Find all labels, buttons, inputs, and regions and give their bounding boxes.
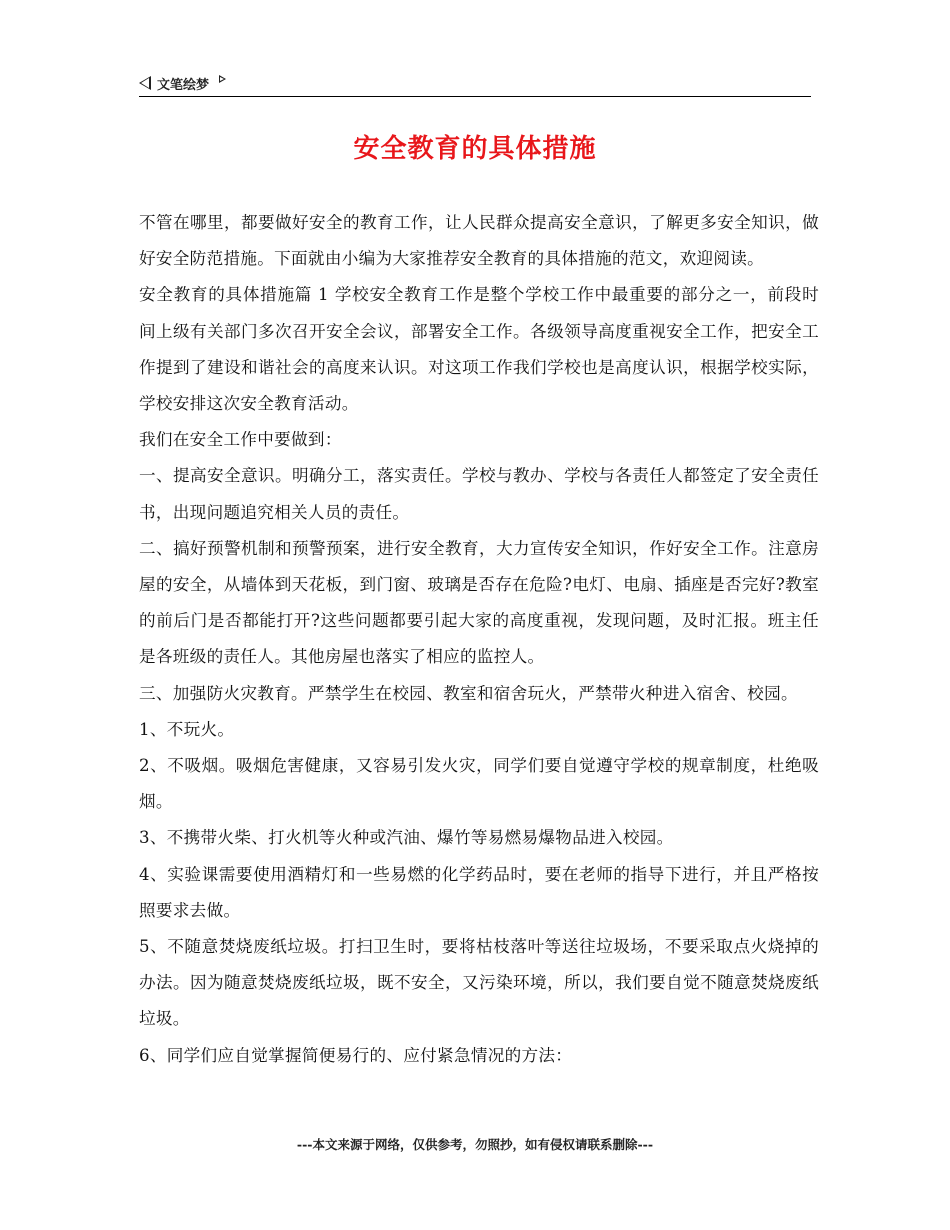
list-item: 4、实验课需要使用酒精灯和一些易燃的化学药品时，要在老师的指导下进行，并且严格按照要求去做。 [139, 864, 819, 920]
triangle-left-icon [139, 76, 151, 90]
list-item: 5、不随意焚烧废纸垃圾。打扫卫生时，要将枯枝落叶等送往垃圾场，不要采取点火烧掉的办法。因为随意焚烧废纸垃圾，既不安全，又污染环境，所以，我们要自觉不随意焚烧废纸垃圾。 [139, 937, 819, 1029]
paragraph: 三、加强防火灾教育。严禁学生在校园、教室和宿舍玩火，严禁带火种进入宿舍、校园。 [139, 683, 798, 703]
document-title: 安全教育的具体措施 [353, 134, 597, 164]
paragraph: 二、搞好预警机制和预警预案，进行安全教育，大力宣传安全知识，作好安全工作。注意房屋的安全，从墙体到天花板，到门窗、玻璃是否存在危险?电灯、电扇、插座是否完好?教室的前后门是否都能打开?这些问题都要引起大家的高度重视，发现问题，及时汇报。班主任是各班级的责任人。其他房屋也落实了相应的监控人。 [139, 538, 819, 667]
page-footer: ---本文来源于网络，仅供参考，勿照抄，如有侵权请联系删除--- [296, 1137, 654, 1152]
list-item: 6、同学们应自觉掌握简便易行的、应付紧急情况的方法： [139, 1045, 573, 1065]
brand-logo [139, 72, 226, 94]
list-item: 1、不玩火。 [139, 719, 235, 739]
brand-name: 文笔绘梦 [157, 77, 210, 93]
paragraph: 一、提高安全意识。明确分工，落实责任。学校与教办、学校与各责任人都签定了安全责任书，出现问题追究相关人员的责任。 [139, 466, 819, 522]
list-item: 2、不吸烟。吸烟危害健康，又容易引发火灾，同学们要自觉遵守学校的规章制度，杜绝吸烟。 [139, 756, 819, 812]
paragraph: 安全教育的具体措施篇 1 学校安全教育工作是整个学校工作中最重要的部分之一，前段时间上级有关部门多次召开安全会议，部署安全工作。各级领导高度重视安全工作，把安全工作提到了建设和谐社会的高度来认识。对这项工作我们学校也是高度认识，根据学校实际，学校安排这次安全教育活动。 [139, 285, 819, 414]
list-item: 3、不携带火柴、打火机等火种或汽油、爆竹等易燃易爆物品进入校园。 [139, 828, 674, 848]
paragraph: 不管在哪里，都要做好安全的教育工作，让人民群众提高安全意识，了解更多安全知识，做好安全防范措施。下面就由小编为大家推荐安全教育的具体措施的范文，欢迎阅读。 [139, 213, 819, 269]
page-header [139, 72, 811, 97]
triangle-right-icon [219, 75, 226, 83]
document-body [139, 205, 819, 1074]
paragraph: 我们在安全工作中要做到： [139, 430, 342, 450]
